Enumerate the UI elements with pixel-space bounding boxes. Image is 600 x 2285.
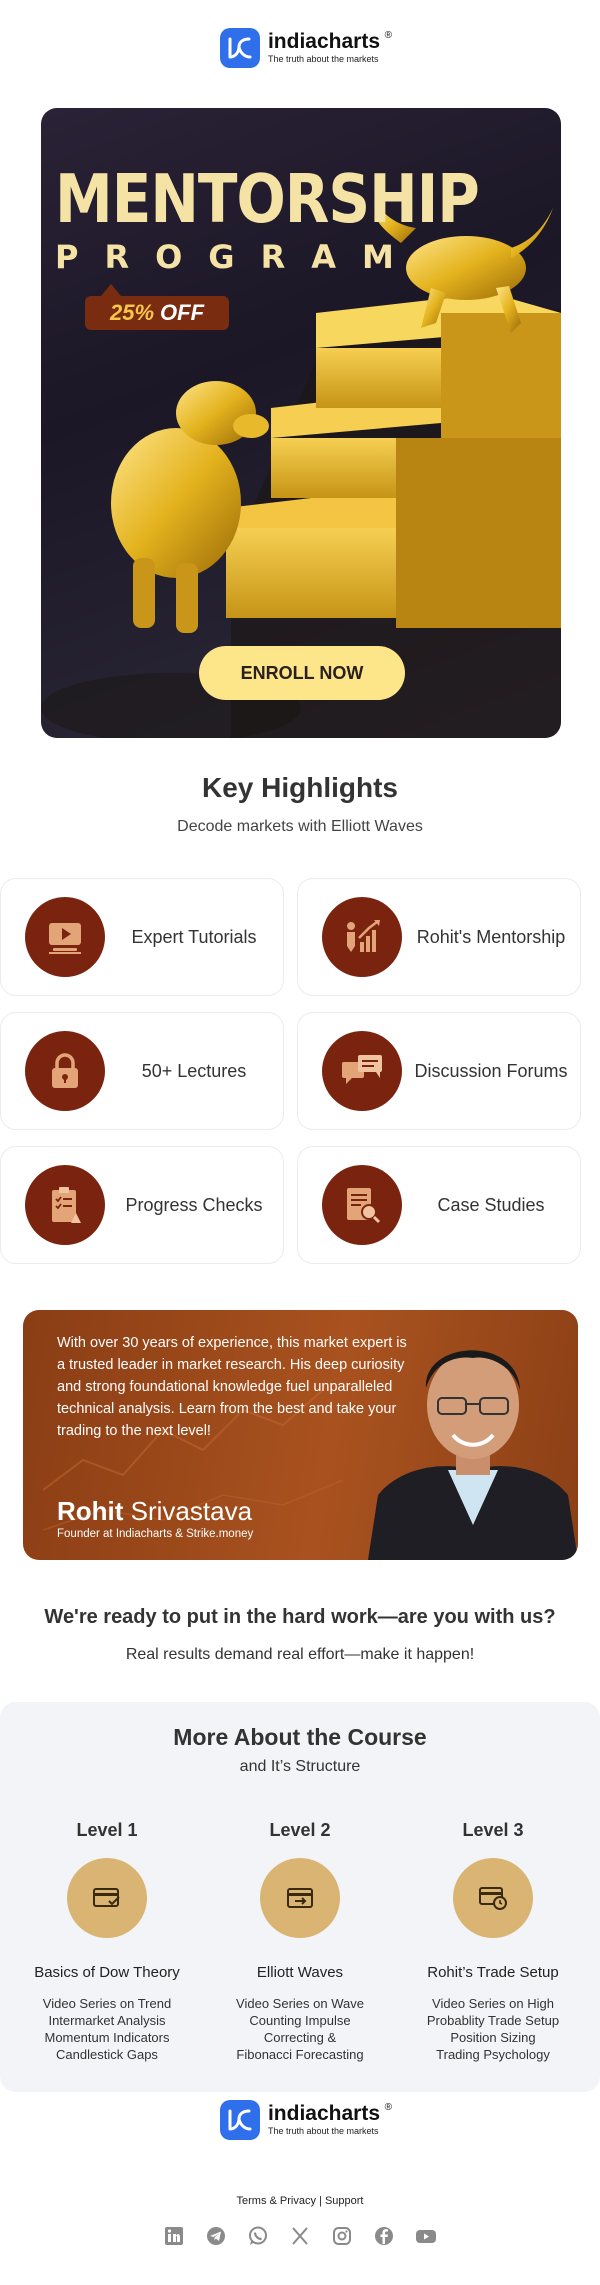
level-title: Basics of Dow Theory: [34, 1964, 180, 1981]
highlight-label: Case Studies: [437, 1194, 545, 1215]
mentor-bio-text: With over 30 years of experience, this market expert is a trusted leader in market research. His deep curiosity and strong foundational knowledge fuel unparalleled technical analysis. Learn from the best and take your trading to the next level!: [57, 1335, 407, 1439]
document-search-icon: [322, 1165, 402, 1245]
highlight-label: Expert Tutorials: [131, 926, 257, 947]
enroll-now-button[interactable]: ENROLL NOW: [199, 646, 405, 700]
checklist-icon: [25, 1165, 105, 1245]
telegram-icon[interactable]: [204, 2224, 228, 2248]
highlight-label: Progress Checks: [125, 1194, 263, 1215]
brand-tagline: The truth about the markets: [267, 2126, 379, 2136]
course-subtitle: and It’s Structure: [239, 1758, 361, 1775]
highlight-card-discussion-forums[interactable]: [297, 1012, 581, 1130]
level-column-3: [393, 1820, 593, 2063]
highlight-card-progress-checks[interactable]: [0, 1146, 284, 1264]
level-column-1: [7, 1820, 207, 2063]
chat-bubbles-icon: [322, 1031, 402, 1111]
footer-links: [0, 2195, 600, 2207]
hero-subtitle: PROGRAM: [55, 238, 420, 276]
brand-tagline: The truth about the markets: [267, 54, 379, 64]
highlight-card-expert-tutorials[interactable]: [0, 878, 284, 996]
instagram-icon[interactable]: [330, 2224, 354, 2248]
highlights-subtitle: Decode markets with Elliott Waves: [177, 818, 423, 835]
highlight-label: Discussion Forums: [414, 1060, 568, 1081]
brand-logo-mark-icon: [220, 28, 260, 68]
highlight-card-case-studies[interactable]: [297, 1146, 581, 1264]
mentor-role: Founder at Indiacharts & Strike.money: [57, 1528, 254, 1540]
discount-label: OFF: [160, 300, 205, 325]
mentor-photo: [368, 1310, 578, 1560]
discount-badge: [85, 296, 229, 330]
brand-name: indiacharts ®: [267, 30, 393, 53]
level-topics: Video Series on Trend Intermarket Analysis Momentum Indicators Candlestick Gaps: [42, 1996, 172, 2062]
level-title: Elliott Waves: [256, 1964, 344, 1981]
brand-logo-mark-icon: [220, 2100, 260, 2140]
discount-percent: 25%: [109, 300, 155, 325]
brand-name: indiacharts ®: [267, 2102, 393, 2125]
support-link[interactable]: Support: [324, 2195, 364, 2207]
level-column-2: [200, 1820, 400, 2063]
footer-separator: |: [319, 2195, 322, 2207]
level-label: Level 3: [462, 1820, 524, 1840]
level-title: Rohit’s Trade Setup: [427, 1964, 559, 1981]
highlight-label: 50+ Lectures: [141, 1060, 247, 1081]
video-tutorial-icon: [25, 897, 105, 977]
youtube-icon[interactable]: [414, 2224, 438, 2248]
social-links: [0, 2224, 600, 2248]
brand-logo[interactable]: [220, 28, 393, 68]
mentor-bio-card: [23, 1310, 578, 1560]
course-title: More About the Course: [173, 1724, 427, 1750]
level-label: Level 2: [269, 1820, 331, 1840]
call-to-action-title: We're ready to put in the hard work—are you with us?: [44, 1606, 556, 1628]
hero-banner[interactable]: [41, 108, 561, 738]
card-arrow-icon: [260, 1858, 340, 1938]
level-topics: Video Series on High Probablity Trade Setup Position Sizing Trading Psychology: [426, 1996, 560, 2062]
facebook-icon[interactable]: [372, 2224, 396, 2248]
footer-logo[interactable]: [0, 2090, 600, 2150]
whatsapp-icon[interactable]: [246, 2224, 270, 2248]
call-to-action-subtitle: Real results demand real effort—make it happen!: [125, 1646, 475, 1663]
hero-title: MENTORSHIP: [55, 160, 479, 239]
terms-privacy-link[interactable]: Terms & Privacy: [236, 2195, 316, 2207]
x-icon[interactable]: [288, 2224, 312, 2248]
highlight-label: Rohit's Mentorship: [416, 926, 566, 947]
level-label: Level 1: [76, 1820, 138, 1840]
mentorship-icon: [322, 897, 402, 977]
highlights-title: Key Highlights: [201, 772, 398, 803]
highlight-card-lectures[interactable]: [0, 1012, 284, 1130]
lock-icon: [25, 1031, 105, 1111]
level-topics: Video Series on Wave Counting Impulse Correcting & Fibonacci Forecasting: [236, 1996, 364, 2062]
highlight-card-mentorship[interactable]: [297, 878, 581, 996]
linkedin-icon[interactable]: [162, 2224, 186, 2248]
mentor-name: Rohit Srivastava: [57, 1496, 253, 1526]
email-header: [0, 24, 600, 72]
card-clock-icon: [453, 1858, 533, 1938]
course-structure-section: [0, 1702, 600, 2092]
card-check-icon: [67, 1858, 147, 1938]
